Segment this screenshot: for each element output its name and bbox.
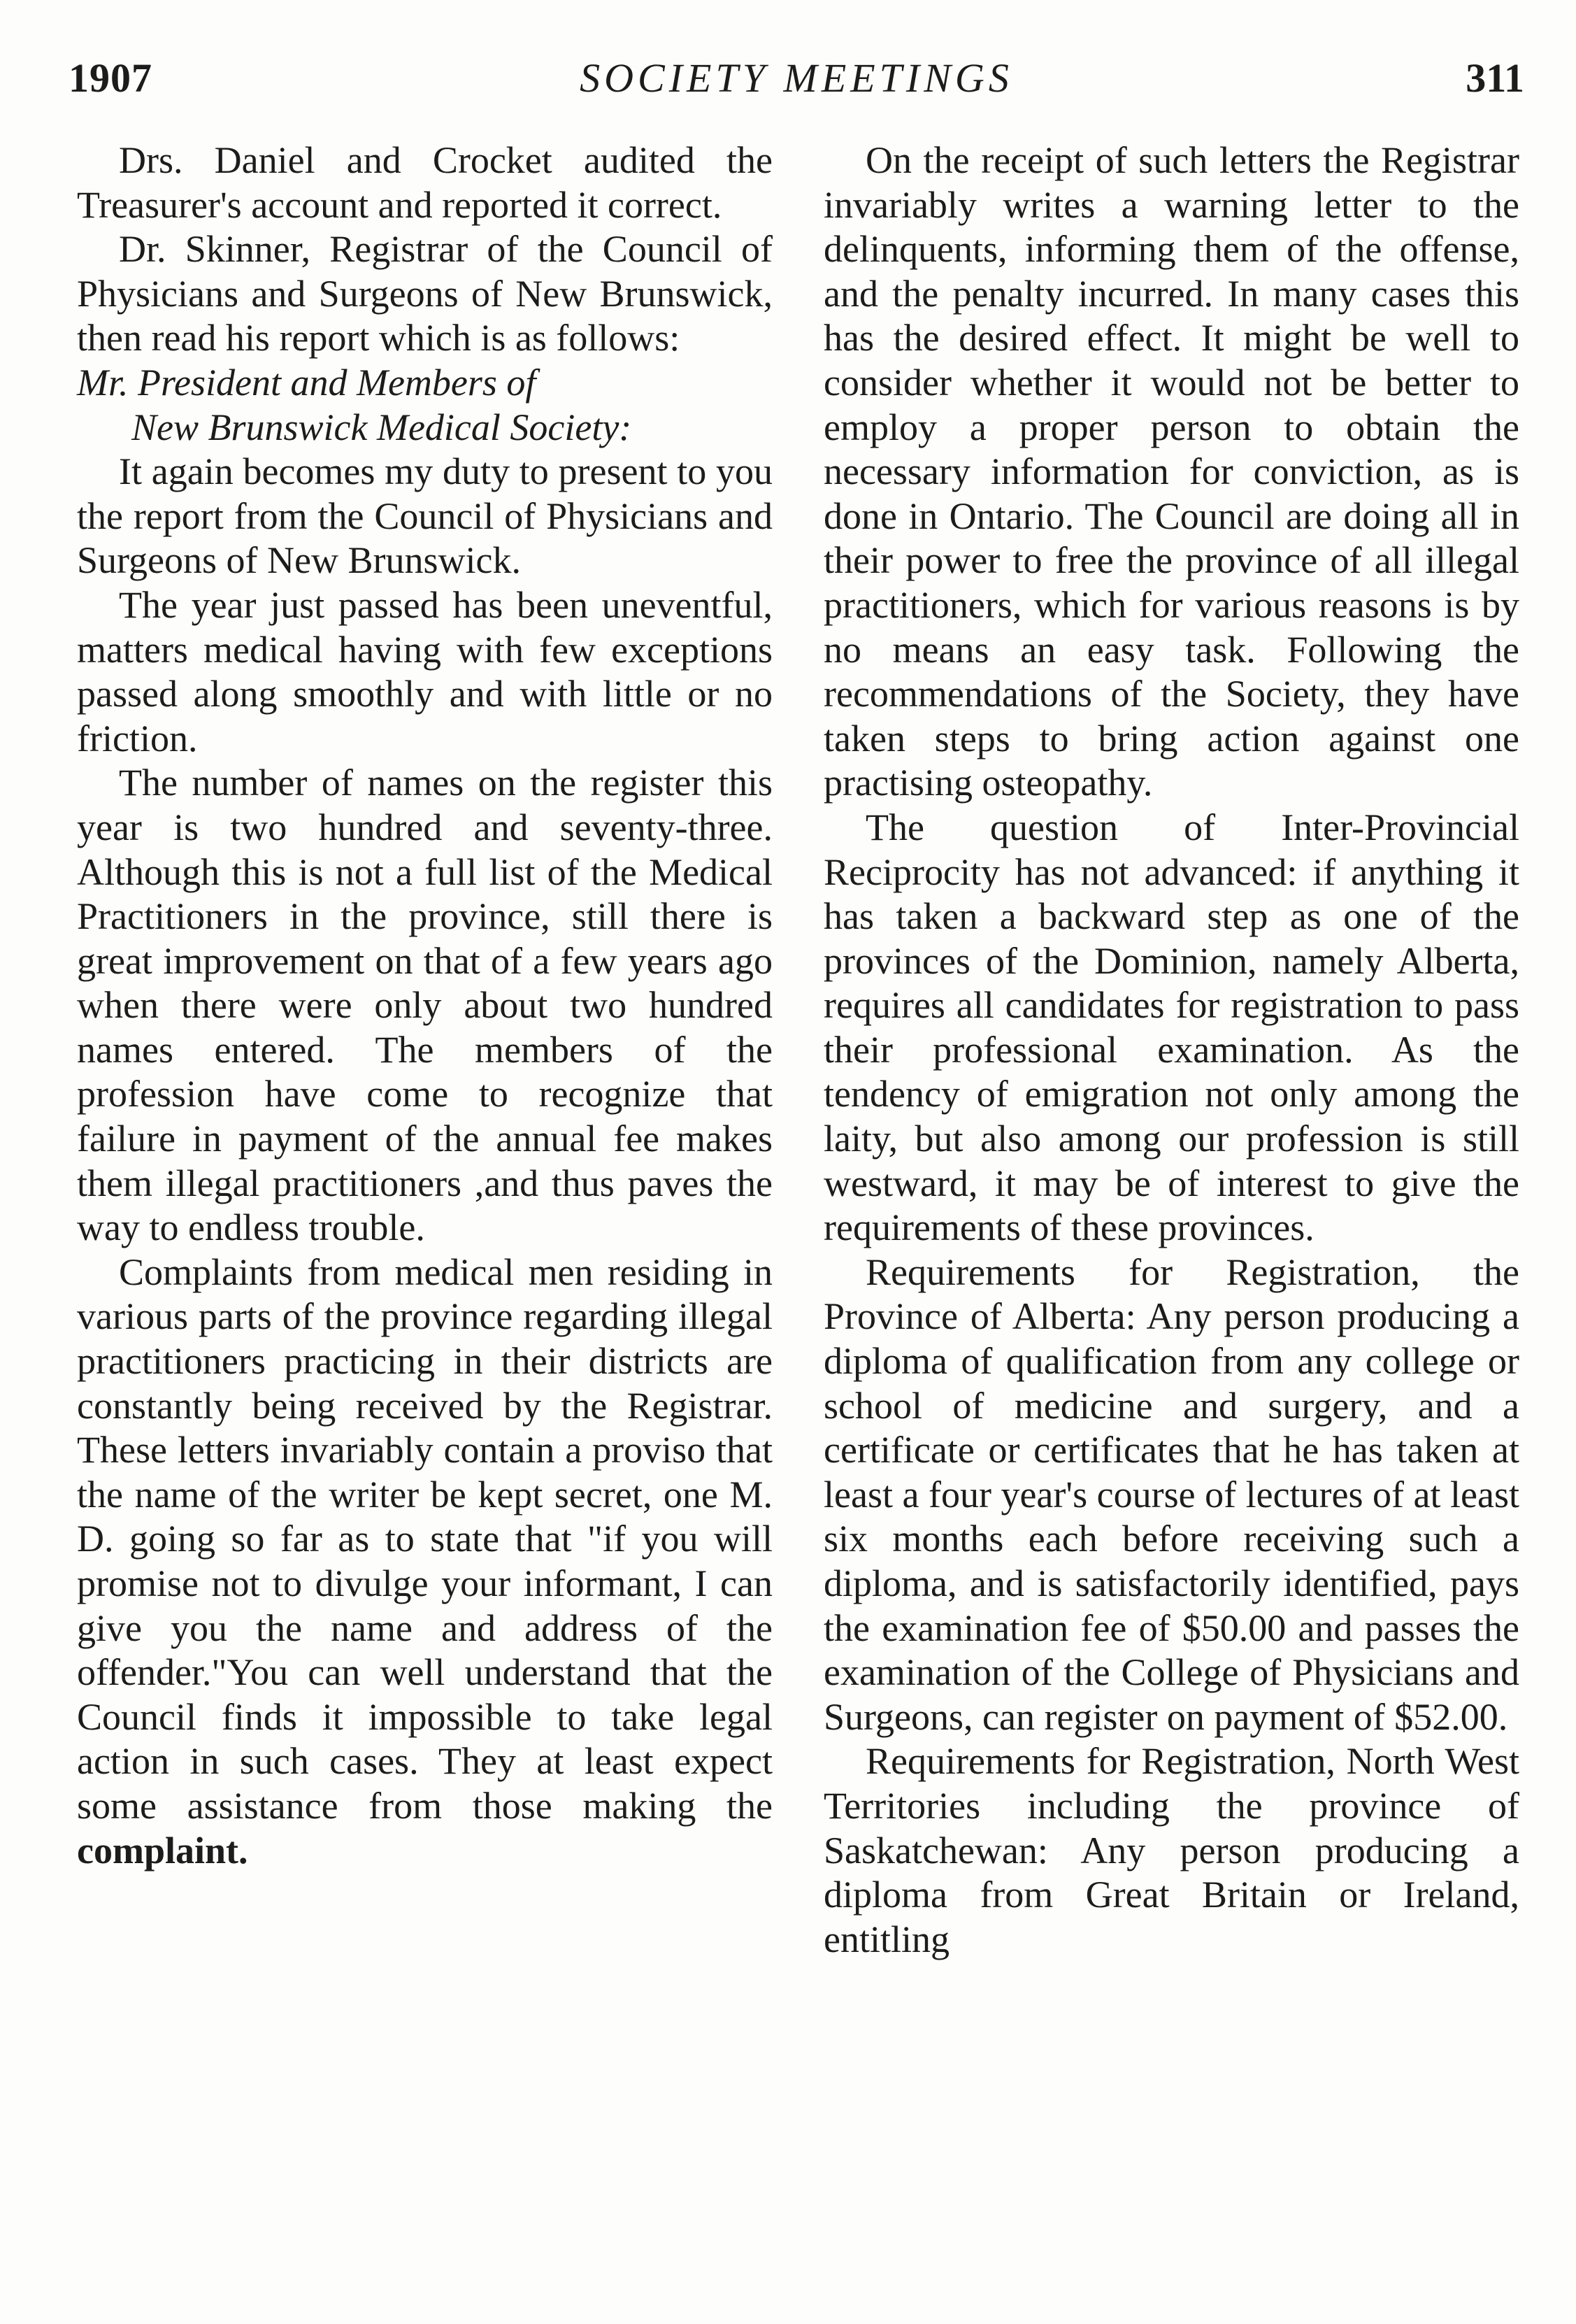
header-title: SOCIETY MEETINGS bbox=[580, 55, 1013, 101]
paragraph-complaints bbox=[77, 1250, 773, 1873]
paragraph-reciprocity: The question of Inter-Provincial Reciprocity has not advanced: if anything it has taken a backward step as one of the provinces of the Dominion, namely Alberta, requires all candidates for registration to pass their professional examination. As the tendency of emigration not only among the laity, but also among our profession is still westward, it may be of interest to give the requirements of these provinces. bbox=[824, 806, 1519, 1249]
paragraph-warning-letters: On the receipt of such letters the Registrar invariably writes a warning letter to the delinquents, informing them of the offense, and the penalty incurred. In many cases this has the desired effect. It might be well to consider whether it would not be better to employ a proper person to obtain the necessary information for conviction, as is done in Ontario. The Council are doing all in their power to free the province of all illegal practitioners, which for various reasons is by no means an easy task. Following the recommendations of the Society, they have taken steps to bring action against one practising osteopathy. bbox=[824, 139, 1519, 804]
complaints-tail: complaint. bbox=[77, 1829, 248, 1872]
salutation-line-2: New Brunswick Medical Society: bbox=[131, 406, 632, 448]
paragraph-alberta-requirements: Requirements for Registration, the Province of Alberta: Any person producing a diploma of qualification from any college or school of medicine and surgery, and a certificate or certificates that he has taken at least a four year's course of lectures of at least six months each before receiving such a diploma, and is satisfactorily identified, pays the examination fee of $50.00 and passes the examination of the College of Physicians and Surgeons, can register on payment of $52.00. bbox=[824, 1250, 1519, 1738]
left-column bbox=[77, 138, 773, 1873]
paragraph-nwt-requirements: Requirements for Registration, North West Territories including the province of Saskatchewan: Any person producing a diploma from Great Britain or Ireland, entitling bbox=[824, 1740, 1519, 1960]
complaints-text: Complaints from medical men residing in various parts of the province regarding illegal practitioners practicing in their districts are constantly being received by the Registrar. These letters invariably contain a proviso that the name of the writer be kept secret, one M. D. going so far as to state that "if you will promise not to divulge your informant, I can give you the name and address of the offender."You can well understand that the Council finds it impossible to take legal action in such cases. They at least expect some assistance from those making the bbox=[77, 1250, 773, 1827]
paragraph-duty: It again becomes my duty to present to you the report from the Council of Physicians and Surgeons of New Brunswick. bbox=[77, 450, 773, 582]
paragraph-year-passed: The year just passed has been uneventful, matters medical having with few exceptions passed along smoothly and with little or no friction. bbox=[77, 583, 773, 760]
paragraph-register-count: The number of names on the register this year is two hundred and seventy-three. Although this is not a full list of the Medical Practitioners in the province, still there is great improvement on that of a few years ago when there were only about two hundred names entered. The members of the profession have come to recognize that failure in payment of the annual fee makes them illegal practitioners ,and thus paves the way to endless trouble. bbox=[77, 762, 773, 1249]
salutation bbox=[77, 361, 773, 450]
salutation-line-1: Mr. President and Members of bbox=[77, 361, 536, 404]
header-page-number: 311 bbox=[1466, 55, 1524, 101]
header-year: 1907 bbox=[69, 55, 152, 101]
paragraph-auditors: Drs. Daniel and Crocket audited the Treasurer's account and reported it correct. bbox=[77, 139, 773, 226]
paragraph-registrar-intro: Dr. Skinner, Registrar of the Council of Physicians and Surgeons of New Brunswick, then read his report which is as follows: bbox=[77, 228, 773, 359]
running-header bbox=[69, 55, 1524, 111]
right-column bbox=[824, 138, 1519, 1962]
